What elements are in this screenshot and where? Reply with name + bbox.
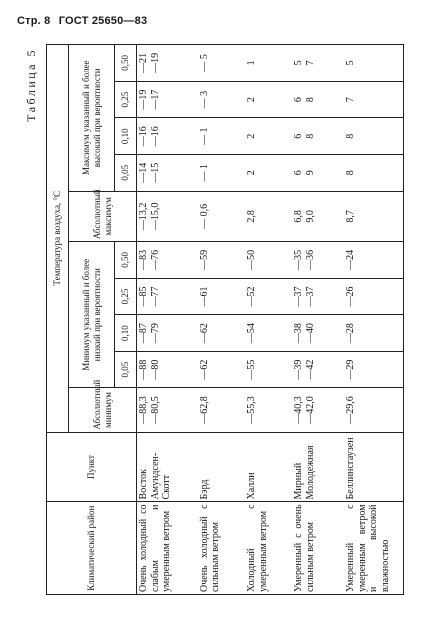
col-header-max-group: Максимум указанный и более высокий при вероятности bbox=[69, 45, 115, 192]
abs-max-cell: 6,8 9,0 bbox=[292, 191, 344, 242]
table-row bbox=[344, 45, 403, 595]
abs-min-cell: —62,8 bbox=[198, 388, 245, 432]
max-cell: — 3 bbox=[198, 81, 245, 118]
table-row bbox=[245, 45, 292, 595]
prob-max-2: 0,25 bbox=[115, 81, 137, 118]
min-cell: —35 —36 bbox=[292, 242, 344, 279]
max-cell: — 5 bbox=[198, 45, 245, 82]
col-header-temperature: Температура воздуха, °С bbox=[47, 45, 69, 433]
min-cell: —54 bbox=[245, 315, 292, 352]
point-cell: Халли bbox=[245, 432, 292, 502]
point-cell: Восток Амундсен-Скотт bbox=[137, 432, 198, 502]
prob-min-3: 0,50 bbox=[115, 242, 137, 279]
point-cell: Беллинсгаузен bbox=[344, 432, 403, 502]
min-cell: —29 bbox=[344, 351, 403, 388]
prob-max-3: 0,50 bbox=[115, 45, 137, 82]
region-cell: Очень холодный со слабым и умеренным ветром bbox=[137, 502, 198, 595]
prob-max-0: 0,05 bbox=[115, 154, 137, 191]
col-header-abs-max: Абсолютный максимум bbox=[69, 191, 137, 242]
min-cell: —83 —76 bbox=[137, 242, 198, 279]
max-cell: 8 bbox=[344, 118, 403, 155]
prob-max-1: 0,10 bbox=[115, 118, 137, 155]
page-number: Стр. 8 bbox=[17, 15, 51, 27]
page-header bbox=[17, 15, 152, 27]
col-header-abs-min: Абсолютный минимум bbox=[69, 388, 137, 432]
min-cell: —37 —37 bbox=[292, 278, 344, 315]
min-cell: —28 bbox=[344, 315, 403, 352]
table-caption: Таблица 5 bbox=[24, 48, 38, 122]
abs-max-cell: 2,8 bbox=[245, 191, 292, 242]
abs-min-cell: —40,3 —42,0 bbox=[292, 388, 344, 432]
min-cell: —24 bbox=[344, 242, 403, 279]
max-cell: —16 —16 bbox=[137, 118, 198, 155]
table-row bbox=[292, 45, 344, 595]
min-cell: —59 bbox=[198, 242, 245, 279]
min-cell: —39 —42 bbox=[292, 351, 344, 388]
table-row bbox=[198, 45, 245, 595]
climate-table bbox=[46, 44, 404, 595]
region-cell: Очень холодный с сильным ветром bbox=[198, 502, 245, 595]
min-cell: —55 bbox=[245, 351, 292, 388]
max-cell: 6 8 bbox=[292, 81, 344, 118]
abs-max-cell: —13,2 —15,0 bbox=[137, 191, 198, 242]
abs-max-cell: 8,7 bbox=[344, 191, 403, 242]
min-cell: —62 bbox=[198, 315, 245, 352]
min-cell: —38 —40 bbox=[292, 315, 344, 352]
prob-min-0: 0,05 bbox=[115, 351, 137, 388]
col-header-min-group: Минимум указанный и более низкий при вероятности bbox=[69, 242, 115, 388]
max-cell: — 1 bbox=[198, 154, 245, 191]
max-cell: —19 —17 bbox=[137, 81, 198, 118]
region-cell: Умеренный с умеренным ветром и высокой влажностью bbox=[344, 502, 403, 595]
prob-min-1: 0,10 bbox=[115, 315, 137, 352]
region-cell: Умеренный с очень сильным ветром bbox=[292, 502, 344, 595]
max-cell: 2 bbox=[245, 154, 292, 191]
point-cell: Мирный Молодежная bbox=[292, 432, 344, 502]
col-header-region: Климатический район bbox=[47, 502, 137, 595]
max-cell: 7 bbox=[344, 81, 403, 118]
point-cell: Бэрд bbox=[198, 432, 245, 502]
max-cell: 1 bbox=[245, 45, 292, 82]
region-cell: Холодный с умеренным ветром bbox=[245, 502, 292, 595]
abs-min-cell: —55,3 bbox=[245, 388, 292, 432]
max-cell: 5 7 bbox=[292, 45, 344, 82]
max-cell: 8 bbox=[344, 154, 403, 191]
min-cell: —62 bbox=[198, 351, 245, 388]
abs-min-cell: —88,3 —80,5 bbox=[137, 388, 198, 432]
max-cell: —14 —15 bbox=[137, 154, 198, 191]
min-cell: —52 bbox=[245, 278, 292, 315]
min-cell: —85 —77 bbox=[137, 278, 198, 315]
min-cell: —26 bbox=[344, 278, 403, 315]
abs-min-cell: —29,6 bbox=[344, 388, 403, 432]
min-cell: —61 bbox=[198, 278, 245, 315]
rotated-table-block bbox=[24, 44, 409, 595]
max-cell: 5 bbox=[344, 45, 403, 82]
col-header-point: Пункт bbox=[47, 432, 137, 502]
max-cell: 2 bbox=[245, 81, 292, 118]
max-cell: —21 —19 bbox=[137, 45, 198, 82]
standard-number: ГОСТ 25650—83 bbox=[58, 15, 148, 27]
min-cell: —88 —80 bbox=[137, 351, 198, 388]
max-cell: 2 bbox=[245, 118, 292, 155]
min-cell: —50 bbox=[245, 242, 292, 279]
table-row bbox=[137, 45, 198, 595]
max-cell: — 1 bbox=[198, 118, 245, 155]
min-cell: —87 —79 bbox=[137, 315, 198, 352]
max-cell: 6 8 bbox=[292, 118, 344, 155]
max-cell: 6 9 bbox=[292, 154, 344, 191]
prob-min-2: 0,25 bbox=[115, 278, 137, 315]
abs-max-cell: — 0,6 bbox=[198, 191, 245, 242]
